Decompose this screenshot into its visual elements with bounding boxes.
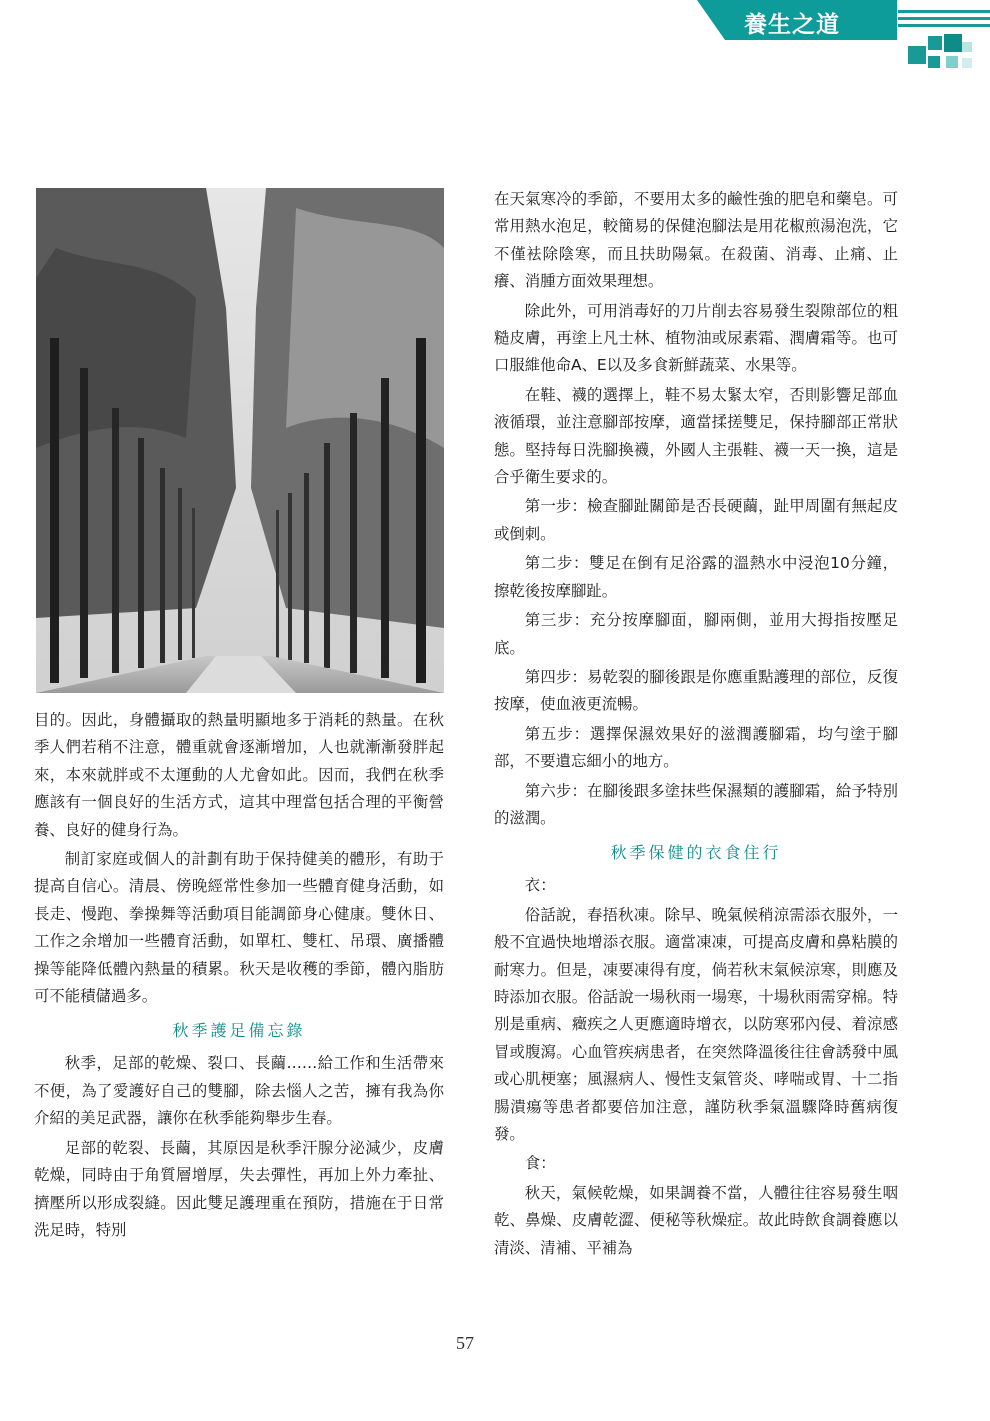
left-text-column (34, 707, 444, 1244)
paragraph: 目的。因此，身體攝取的熱量明顯地多于消耗的熱量。在秋季人們若稍不注意，體重就會逐漸增加，人也就漸漸發胖起來，本來就胖或不太運動的人尤會如此。因而，我們在秋季應該有一個良好的生活方式，這其中理當包括合理的平衡營養、良好的健身行為。 (34, 711, 444, 839)
paragraph: 第五步：選擇保濕效果好的滋潤護腳霜，均勻塗于腳部，不要遺忘細小的地方。 (494, 724, 898, 771)
header-stripes (898, 10, 990, 31)
section-title: 養生之道 (744, 12, 840, 38)
paragraph: 制訂家庭或個人的計劃有助于保持健美的體形，有助于提高自信心。清晨、傍晚經常性參加一些體育健身活動，如長走、慢跑、拳操舞等活動項目能調節身心健康。雙休日、工作之余增加一些體育活動，如單杠、雙杠、吊環、廣播體操等能降低體內熱量的積累。秋天是收穫的季節，體內脂肪可不能積儲過多。 (34, 850, 444, 1006)
paragraph: 俗話說，春捂秋凍。除早、晚氣候稍涼需添衣服外，一般不宜過快地增添衣服。適當凍凍，可提高皮膚和鼻粘膜的耐寒力。但是，凍要凍得有度，倘若秋末氣候涼寒，則應及時添加衣服。俗話說一場秋雨一場寒，十場秋雨需穿棉。特別是重病、癥疾之人更應適時增衣，以防寒邪內侵、着涼感冒或腹瀉。心血管疾病患者，在突然降溫後往往會誘發中風或心肌梗塞；風濕病人、慢性支氣管炎、哮喘或胃、十二指腸潰瘍等患者都要倍加注意，謹防秋季氣溫驟降時舊病復發。 (494, 905, 898, 1143)
paragraph: 第二步：雙足在倒有足浴露的溫熱水中浸泡10分鐘，擦乾後按摩腳趾。 (494, 554, 898, 600)
paragraph: 秋季，足部的乾燥、裂口、長繭……給工作和生活帶來不便，為了愛護好自己的雙腳，除去惱人之苦，擁有我為你介紹的美足武器，讓你在秋季能夠舉步生春。 (34, 1054, 444, 1128)
section-heading-autumn-health: 秋季保健的衣食住行 (610, 843, 782, 863)
paragraph: 除此外，可用消毒好的刀片削去容易發生裂隙部位的粗糙皮膚，再塗上凡士林、植物油或尿素霜、潤膚霜等。也可口服維他命A、E以及多食新鮮蔬菜、水果等。 (494, 301, 898, 375)
right-text-column (494, 186, 898, 1262)
paragraph: 在鞋、襪的選擇上，鞋不易太緊太窄，否則影響足部血液循環，並注意腳部按摩，適當揉搓雙足，保持腳部正常狀態。堅持每日洗腳換襪，外國人主張鞋、襪一天一換，這是合乎衛生要求的。 (494, 385, 898, 487)
page-number: 57 (456, 1333, 474, 1353)
paragraph: 第一步：檢查腳趾關節是否長硬繭，趾甲周圍有無起皮或倒刺。 (494, 497, 898, 543)
tree-lined-path-photo (36, 188, 444, 693)
section-heading-foot-care: 秋季護足備忘錄 (172, 1021, 306, 1041)
paragraph: 在天氣寒冷的季節，不要用太多的鹼性強的肥皂和藥皂。可常用熱水泡足，較簡易的保健泡腳法是用花椒煎湯泡洗，它不僅袪除陰寒，而且扶助陽氣。在殺菌、消毒、止痛、止癢、消腫方面效果理想。 (494, 190, 898, 291)
paragraph: 足部的乾裂、長繭，其原因是秋季汗腺分泌減少，皮膚乾燥，同時由于角質層增厚，失去彈性，再加上外力牽扯、擠壓所以形成裂縫。因此雙足護理重在預防，措施在于日常洗足時，特別 (34, 1138, 444, 1239)
paragraph: 第四步：易乾裂的腳後跟是你應重點護理的部位，反復按摩，使血液更流暢。 (494, 667, 898, 714)
subheading-food: 食： (524, 1154, 556, 1173)
paragraph: 第三步：充分按摩腳面，腳兩側，並用大拇指按壓足底。 (494, 611, 898, 657)
subheading-clothing: 衣： (524, 876, 556, 895)
paragraph: 秋天，氣候乾燥，如果調養不當，人體往往容易發生咽乾、鼻燥、皮膚乾澀、便秘等秋燥症。故此時飲食調養應以清淡、清補、平補為 (494, 1183, 898, 1257)
decorative-squares (898, 34, 990, 84)
paragraph: 第六步：在腳後跟多塗抹些保濕類的護腳霜，給予特別的滋潤。 (494, 781, 898, 827)
